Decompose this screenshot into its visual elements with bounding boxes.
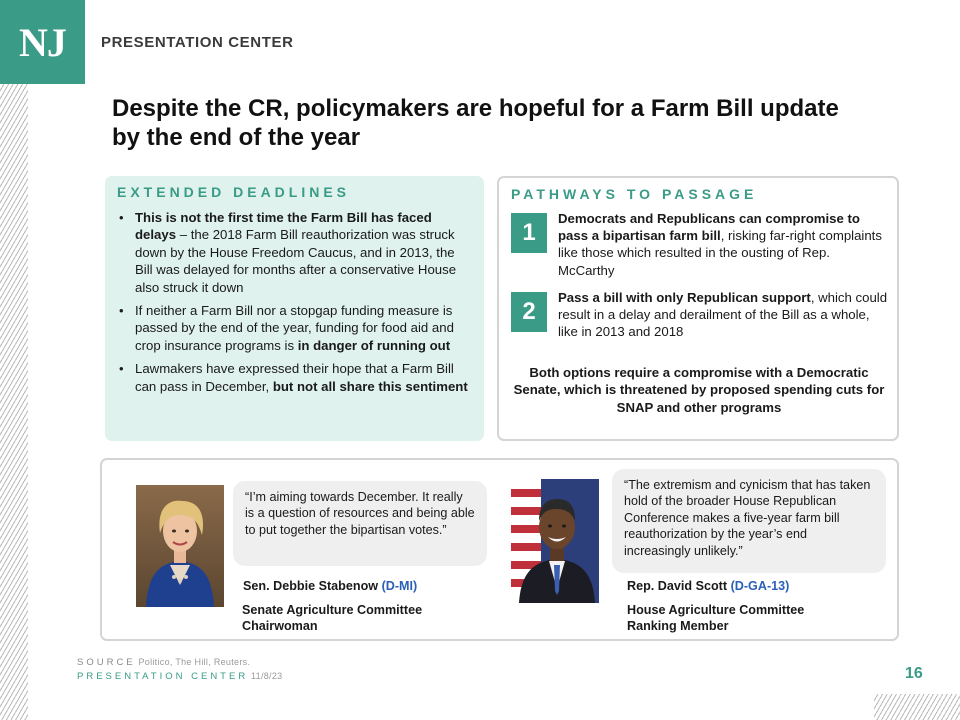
stabenow-name: Sen. Debbie Stabenow (D-MI) (243, 579, 418, 593)
scott-name: Rep. David Scott (D-GA-13) (627, 579, 790, 593)
pathways-panel (497, 176, 899, 441)
extended-deadlines-panel (105, 176, 484, 441)
pathway-item-1: 1 Democrats and Republicans can compromise to pass a bipartisan farm bill, risking far-right complaints like those which resulted in the ousting of Rep. McCarthy (511, 210, 889, 279)
quotes-panel (100, 458, 899, 641)
page-number: 16 (905, 665, 923, 682)
pathways-note: Both options require a compromise with a Democratic Senate, which is threatened by proposed spending cuts for SNAP and other programs (513, 365, 885, 415)
scott-role: House Agriculture Committee Ranking Member (627, 603, 805, 633)
pathway-item-2: 2 Pass a bill with only Republican support, which could result in a delay and derailment of the Bill as a whole, like in 2013 and 2018 (511, 289, 889, 341)
decorative-hatch-left (0, 84, 28, 720)
pathway-number-1: 1 (511, 213, 547, 253)
header-label: PRESENTATION CENTER (101, 34, 294, 51)
scott-portrait (511, 479, 599, 603)
deadline-bullet-1: • This is not the first time the Farm Bill has faced delays – the 2018 Farm Bill reauthorization was struck down by the House Freedom Caucus, and in 2013, the Bill was delayed for months after a conservative House also struck it down (117, 209, 473, 296)
stabenow-role: Senate Agriculture Committee Chairwoman (242, 603, 423, 633)
source-line: SOURCE Politico, The Hill, Reuters. (77, 657, 251, 668)
deadline-bullet-3: • Lawmakers have expressed their hope that a Farm Bill can pass in December, but not all share this sentiment (117, 360, 473, 395)
deadline-bullets (117, 209, 473, 401)
nj-logo: NJ (0, 0, 85, 84)
decorative-hatch-bottom (874, 694, 960, 720)
stabenow-portrait (136, 485, 224, 607)
scott-quote-bubble: “The extremism and cynicism that has taken hold of the broader House Republican Conference makes a five-year farm bill reauthorization by the year’s end increasingly unlikely.” (612, 469, 886, 573)
deadline-bullet-2: • If neither a Farm Bill nor a stopgap funding measure is passed by the end of the year, funding for food aid and crop insurance programs is in danger of running out (117, 302, 473, 354)
pathway-number-2: 2 (511, 292, 547, 332)
pathways-heading: PATHWAYS TO PASSAGE (511, 186, 758, 202)
extended-deadlines-heading: EXTENDED DEADLINES (117, 184, 351, 200)
slide-title: Despite the CR, policymakers are hopeful for a Farm Bill update by the end of the year (112, 95, 839, 151)
stabenow-quote-bubble: “I’m aiming towards December. It really is a question of resources and being able to put together the bipartisan votes.” (233, 481, 487, 566)
presentation-center-line: PRESENTATION CENTER 11/8/23 (77, 671, 283, 682)
